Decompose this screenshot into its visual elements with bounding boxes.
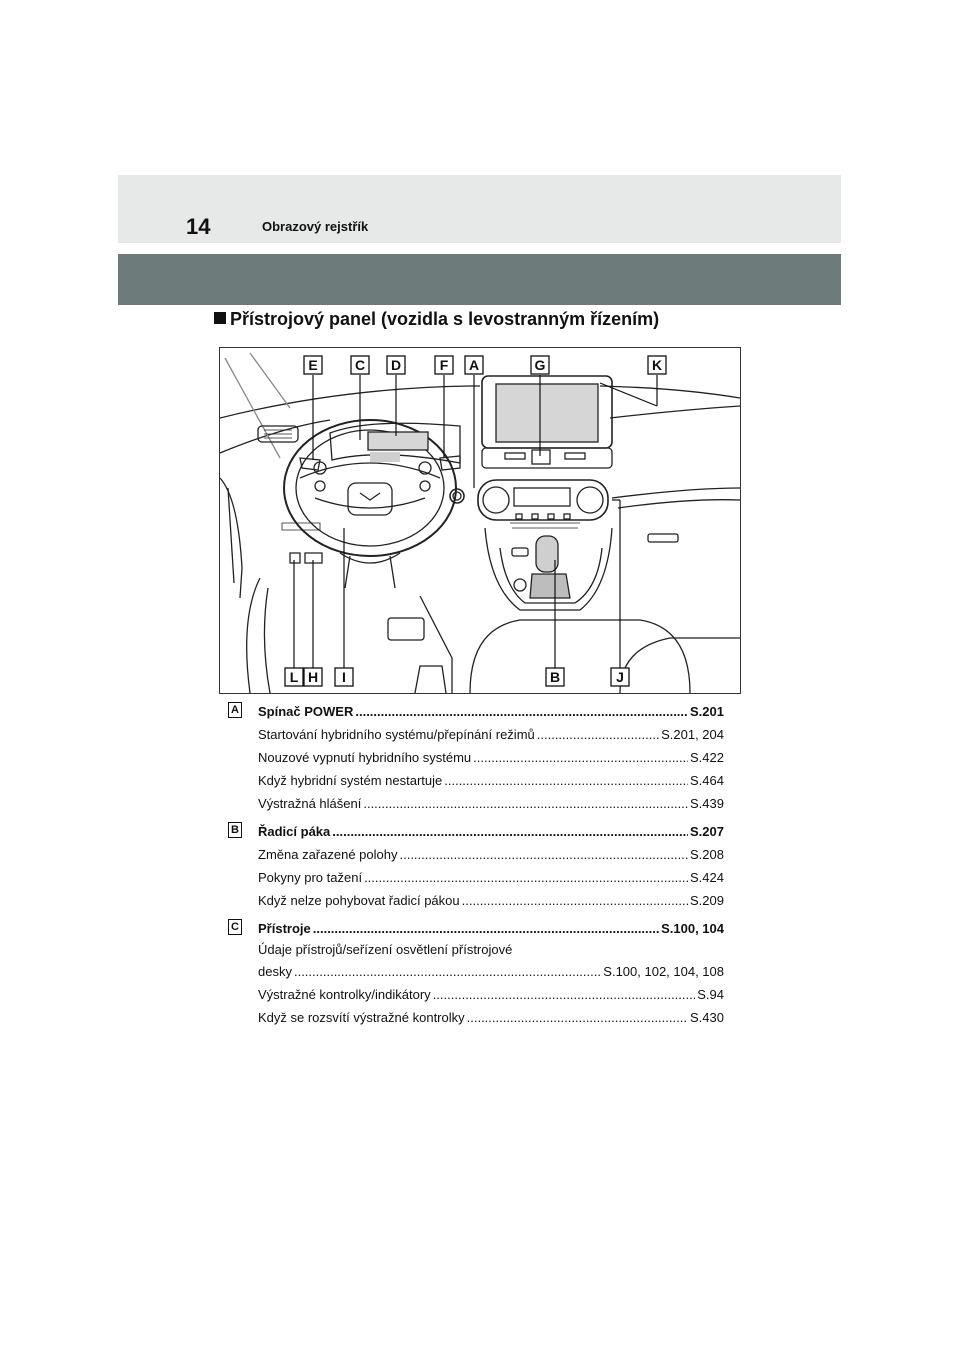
entry-title-line[interactable] [230,700,724,723]
page-number: 14 [186,214,211,239]
square-bullet-icon [214,312,226,324]
entry-title-line[interactable] [230,917,724,940]
entry-A [230,700,724,815]
sub-entry[interactable]: Změna zařazené polohy ..... S.208 [230,843,724,866]
label-box-G [531,356,549,374]
sub-entry[interactable]: Pokyny pro tažení ..... S.424 [230,866,724,889]
sub-entry[interactable]: Startování hybridního systému/přepínání režimů ..... S.201, 204 [230,723,724,746]
label-C: C [354,357,366,373]
sub-entry[interactable]: desky ..... S.100, 102, 104, 108 [230,960,724,983]
label-J: J [616,669,624,685]
label-B: B [549,669,561,685]
label-G: G [534,357,546,373]
entry-page: S.207 [690,824,724,839]
label-box-B [546,668,564,686]
sub-entry[interactable]: Když nelze pohybovat řadicí pákou ..... S.209 [230,889,724,912]
entry-title: Přístroje [258,921,311,936]
header-dark-band [118,254,841,305]
label-box-J [611,668,629,686]
entry-title-line[interactable] [230,820,724,843]
entry-page: S.100, 104 [661,921,724,936]
label-box-A [465,356,483,374]
label-box-F [435,356,453,374]
dashboard-illustration [219,347,741,694]
label-box-I [335,668,353,686]
label-H: H [307,669,319,685]
entry-letter: A [228,702,242,718]
label-E: E [308,357,318,373]
label-K: K [651,357,663,373]
label-box-K [648,356,666,374]
sub-entry[interactable]: Výstražná hlášení ..... S.439 [230,792,724,815]
index-entries [230,700,724,1029]
label-box-E [304,356,322,374]
section-title: Obrazový rejstřík [262,219,369,234]
label-L: L [289,669,299,685]
sub-entry[interactable]: Když se rozsvítí výstražné kontrolky ..... S.430 [230,1006,724,1029]
sub-entry[interactable]: Nouzové vypnutí hybridního systému ..... S.422 [230,746,724,769]
sub-entry-first-line: Údaje přístrojů/seřízení osvětlení přístrojové [258,942,513,957]
entry-letter: C [228,919,242,935]
header-band [118,175,841,243]
entry-C [230,917,724,1029]
label-box-C [351,356,369,374]
entry-title: Řadicí páka [258,824,331,839]
label-D: D [390,357,402,373]
entry-B [230,820,724,912]
label-I: I [342,669,346,685]
entry-letter: B [228,822,242,838]
page-heading [214,309,659,330]
label-box-D [387,356,405,374]
entry-title: Spínač POWER [258,704,354,719]
label-F: F [439,357,449,373]
label-box-H [304,668,322,686]
label-A: A [468,357,480,373]
page-heading-text: Přístrojový panel (vozidla s levostranným řízením) [230,309,660,329]
entry-page: S.201 [690,704,724,719]
sub-entry[interactable]: Výstražné kontrolky/indikátory ..... S.94 [230,983,724,1006]
sub-entry[interactable]: Když hybridní systém nestartuje ..... S.464 [230,769,724,792]
label-box-L [285,668,303,686]
